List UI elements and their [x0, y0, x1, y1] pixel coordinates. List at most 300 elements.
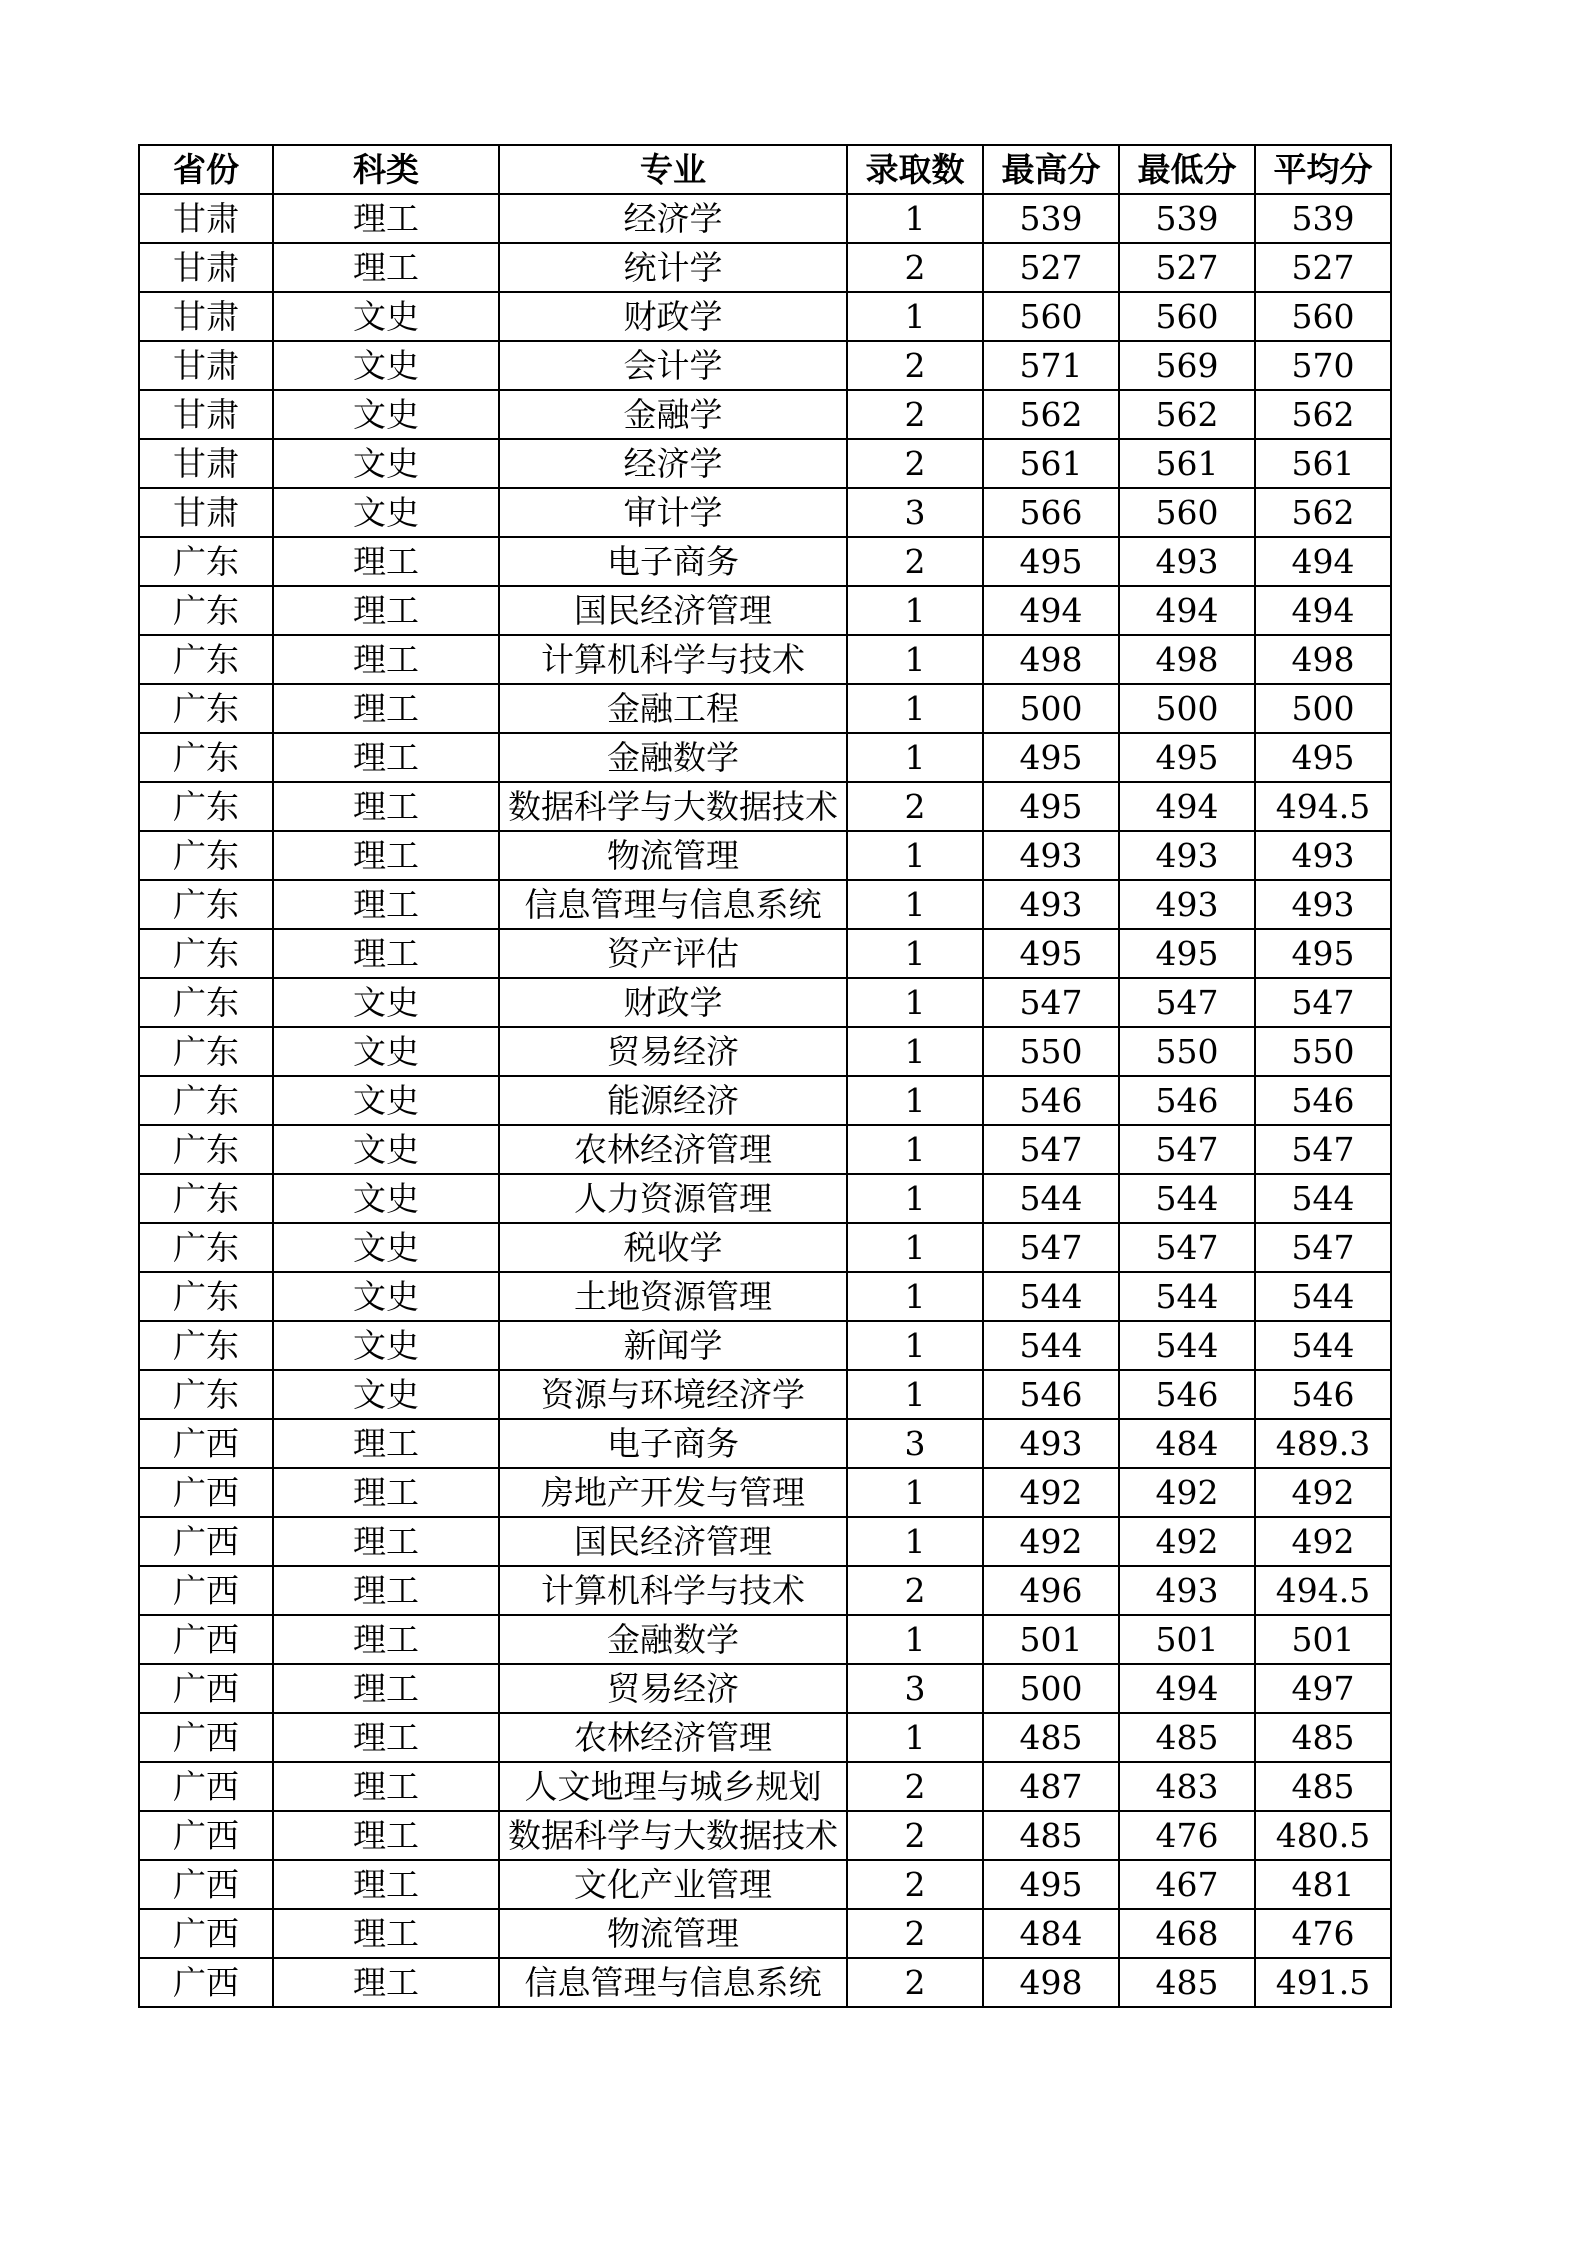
table-row [139, 1223, 1391, 1272]
average-score-cell: 546 [1255, 1370, 1391, 1419]
major-cell: 物流管理 [499, 831, 847, 880]
average-score-cell: 494.5 [1255, 782, 1391, 831]
admitted-count-cell: 1 [847, 684, 983, 733]
average-score-cell: 539 [1255, 194, 1391, 243]
average-score-cell: 493 [1255, 880, 1391, 929]
major-cell: 数据科学与大数据技术 [499, 1811, 847, 1860]
admitted-count-cell: 3 [847, 488, 983, 537]
highest-score-cell: 560 [983, 292, 1119, 341]
header-admitted-count: 录取数 [847, 145, 983, 194]
province-cell: 广东 [139, 1027, 273, 1076]
major-cell: 计算机科学与技术 [499, 1566, 847, 1615]
lowest-score-cell: 493 [1119, 831, 1255, 880]
average-score-cell: 500 [1255, 684, 1391, 733]
province-cell: 广西 [139, 1664, 273, 1713]
major-cell: 计算机科学与技术 [499, 635, 847, 684]
major-cell: 金融数学 [499, 1615, 847, 1664]
category-cell: 理工 [273, 1909, 499, 1958]
header-row [139, 145, 1391, 194]
lowest-score-cell: 560 [1119, 488, 1255, 537]
province-cell: 广西 [139, 1517, 273, 1566]
major-cell: 金融学 [499, 390, 847, 439]
province-cell: 广东 [139, 929, 273, 978]
highest-score-cell: 566 [983, 488, 1119, 537]
lowest-score-cell: 546 [1119, 1076, 1255, 1125]
admitted-count-cell: 1 [847, 1517, 983, 1566]
admitted-count-cell: 1 [847, 1027, 983, 1076]
table-row [139, 1811, 1391, 1860]
lowest-score-cell: 562 [1119, 390, 1255, 439]
average-score-cell: 476 [1255, 1909, 1391, 1958]
table-row [139, 929, 1391, 978]
highest-score-cell: 546 [983, 1076, 1119, 1125]
province-cell: 甘肃 [139, 390, 273, 439]
province-cell: 广东 [139, 586, 273, 635]
admitted-count-cell: 1 [847, 194, 983, 243]
highest-score-cell: 571 [983, 341, 1119, 390]
table-row [139, 1762, 1391, 1811]
province-cell: 广西 [139, 1468, 273, 1517]
category-cell: 理工 [273, 243, 499, 292]
average-score-cell: 492 [1255, 1468, 1391, 1517]
province-cell: 甘肃 [139, 488, 273, 537]
category-cell: 理工 [273, 1468, 499, 1517]
province-cell: 广西 [139, 1909, 273, 1958]
lowest-score-cell: 547 [1119, 1125, 1255, 1174]
table-row [139, 978, 1391, 1027]
province-cell: 广西 [139, 1419, 273, 1468]
lowest-score-cell: 494 [1119, 586, 1255, 635]
table-row [139, 292, 1391, 341]
average-score-cell: 480.5 [1255, 1811, 1391, 1860]
lowest-score-cell: 493 [1119, 880, 1255, 929]
table-row [139, 1272, 1391, 1321]
average-score-cell: 501 [1255, 1615, 1391, 1664]
highest-score-cell: 500 [983, 1664, 1119, 1713]
admitted-count-cell: 1 [847, 880, 983, 929]
highest-score-cell: 492 [983, 1468, 1119, 1517]
admitted-count-cell: 2 [847, 537, 983, 586]
admitted-count-cell: 2 [847, 1958, 983, 2007]
major-cell: 国民经济管理 [499, 1517, 847, 1566]
major-cell: 农林经济管理 [499, 1125, 847, 1174]
province-cell: 甘肃 [139, 194, 273, 243]
province-cell: 广东 [139, 1370, 273, 1419]
lowest-score-cell: 544 [1119, 1272, 1255, 1321]
province-cell: 广西 [139, 1860, 273, 1909]
average-score-cell: 498 [1255, 635, 1391, 684]
highest-score-cell: 493 [983, 880, 1119, 929]
average-score-cell: 544 [1255, 1272, 1391, 1321]
admitted-count-cell: 1 [847, 1468, 983, 1517]
admitted-count-cell: 2 [847, 390, 983, 439]
admitted-count-cell: 2 [847, 1566, 983, 1615]
province-cell: 广东 [139, 880, 273, 929]
table-row [139, 1419, 1391, 1468]
lowest-score-cell: 569 [1119, 341, 1255, 390]
province-cell: 甘肃 [139, 292, 273, 341]
admitted-count-cell: 2 [847, 1909, 983, 1958]
major-cell: 新闻学 [499, 1321, 847, 1370]
lowest-score-cell: 547 [1119, 1223, 1255, 1272]
table-body [139, 194, 1391, 2007]
major-cell: 会计学 [499, 341, 847, 390]
table-row [139, 880, 1391, 929]
admitted-count-cell: 1 [847, 1174, 983, 1223]
table-row [139, 1125, 1391, 1174]
province-cell: 广东 [139, 537, 273, 586]
category-cell: 理工 [273, 684, 499, 733]
average-score-cell: 546 [1255, 1076, 1391, 1125]
lowest-score-cell: 544 [1119, 1321, 1255, 1370]
average-score-cell: 544 [1255, 1321, 1391, 1370]
lowest-score-cell: 493 [1119, 1566, 1255, 1615]
province-cell: 广东 [139, 782, 273, 831]
highest-score-cell: 539 [983, 194, 1119, 243]
highest-score-cell: 485 [983, 1713, 1119, 1762]
highest-score-cell: 501 [983, 1615, 1119, 1664]
header-average-score: 平均分 [1255, 145, 1391, 194]
category-cell: 理工 [273, 1762, 499, 1811]
admitted-count-cell: 1 [847, 1125, 983, 1174]
major-cell: 经济学 [499, 439, 847, 488]
major-cell: 资产评估 [499, 929, 847, 978]
major-cell: 物流管理 [499, 1909, 847, 1958]
major-cell: 能源经济 [499, 1076, 847, 1125]
average-score-cell: 485 [1255, 1762, 1391, 1811]
highest-score-cell: 547 [983, 1223, 1119, 1272]
average-score-cell: 562 [1255, 488, 1391, 537]
major-cell: 农林经济管理 [499, 1713, 847, 1762]
highest-score-cell: 493 [983, 1419, 1119, 1468]
province-cell: 广东 [139, 1321, 273, 1370]
lowest-score-cell: 493 [1119, 537, 1255, 586]
major-cell: 文化产业管理 [499, 1860, 847, 1909]
average-score-cell: 489.3 [1255, 1419, 1391, 1468]
admitted-count-cell: 3 [847, 1664, 983, 1713]
admitted-count-cell: 1 [847, 635, 983, 684]
category-cell: 理工 [273, 1419, 499, 1468]
highest-score-cell: 527 [983, 243, 1119, 292]
lowest-score-cell: 468 [1119, 1909, 1255, 1958]
major-cell: 经济学 [499, 194, 847, 243]
category-cell: 文史 [273, 1321, 499, 1370]
table-row [139, 1566, 1391, 1615]
category-cell: 理工 [273, 537, 499, 586]
category-cell: 文史 [273, 1027, 499, 1076]
admitted-count-cell: 1 [847, 1321, 983, 1370]
table-row [139, 439, 1391, 488]
major-cell: 数据科学与大数据技术 [499, 782, 847, 831]
average-score-cell: 497 [1255, 1664, 1391, 1713]
lowest-score-cell: 547 [1119, 978, 1255, 1027]
major-cell: 信息管理与信息系统 [499, 1958, 847, 2007]
major-cell: 人文地理与城乡规划 [499, 1762, 847, 1811]
lowest-score-cell: 476 [1119, 1811, 1255, 1860]
major-cell: 人力资源管理 [499, 1174, 847, 1223]
average-score-cell: 481 [1255, 1860, 1391, 1909]
highest-score-cell: 495 [983, 929, 1119, 978]
major-cell: 金融数学 [499, 733, 847, 782]
table-row [139, 194, 1391, 243]
category-cell: 文史 [273, 390, 499, 439]
category-cell: 文史 [273, 1223, 499, 1272]
admitted-count-cell: 1 [847, 733, 983, 782]
average-score-cell: 561 [1255, 439, 1391, 488]
table-row [139, 1860, 1391, 1909]
highest-score-cell: 547 [983, 1125, 1119, 1174]
lowest-score-cell: 544 [1119, 1174, 1255, 1223]
province-cell: 广东 [139, 1125, 273, 1174]
category-cell: 理工 [273, 586, 499, 635]
table-row [139, 1713, 1391, 1762]
category-cell: 文史 [273, 1076, 499, 1125]
highest-score-cell: 496 [983, 1566, 1119, 1615]
table-row [139, 1076, 1391, 1125]
major-cell: 金融工程 [499, 684, 847, 733]
province-cell: 广西 [139, 1566, 273, 1615]
highest-score-cell: 495 [983, 1860, 1119, 1909]
table-row [139, 488, 1391, 537]
province-cell: 广西 [139, 1762, 273, 1811]
highest-score-cell: 495 [983, 733, 1119, 782]
admitted-count-cell: 1 [847, 1713, 983, 1762]
table-row [139, 1615, 1391, 1664]
category-cell: 文史 [273, 978, 499, 1027]
major-cell: 电子商务 [499, 1419, 847, 1468]
highest-score-cell: 484 [983, 1909, 1119, 1958]
category-cell: 理工 [273, 1615, 499, 1664]
major-cell: 贸易经济 [499, 1664, 847, 1713]
admitted-count-cell: 2 [847, 341, 983, 390]
admitted-count-cell: 2 [847, 243, 983, 292]
table-row [139, 1664, 1391, 1713]
category-cell: 理工 [273, 1664, 499, 1713]
header-category: 科类 [273, 145, 499, 194]
lowest-score-cell: 483 [1119, 1762, 1255, 1811]
category-cell: 文史 [273, 1125, 499, 1174]
admission-scores-table [138, 144, 1392, 2008]
province-cell: 广西 [139, 1615, 273, 1664]
category-cell: 理工 [273, 1517, 499, 1566]
admitted-count-cell: 2 [847, 782, 983, 831]
province-cell: 广东 [139, 1223, 273, 1272]
major-cell: 税收学 [499, 1223, 847, 1272]
province-cell: 广东 [139, 733, 273, 782]
province-cell: 广东 [139, 831, 273, 880]
table-row [139, 1174, 1391, 1223]
lowest-score-cell: 494 [1119, 1664, 1255, 1713]
province-cell: 广东 [139, 1076, 273, 1125]
lowest-score-cell: 467 [1119, 1860, 1255, 1909]
lowest-score-cell: 492 [1119, 1517, 1255, 1566]
admitted-count-cell: 1 [847, 1223, 983, 1272]
category-cell: 理工 [273, 1713, 499, 1762]
table-row [139, 1517, 1391, 1566]
table-row [139, 733, 1391, 782]
category-cell: 理工 [273, 1958, 499, 2007]
lowest-score-cell: 494 [1119, 782, 1255, 831]
major-cell: 房地产开发与管理 [499, 1468, 847, 1517]
table-row [139, 341, 1391, 390]
admitted-count-cell: 2 [847, 439, 983, 488]
province-cell: 广东 [139, 1272, 273, 1321]
category-cell: 文史 [273, 1174, 499, 1223]
highest-score-cell: 561 [983, 439, 1119, 488]
major-cell: 国民经济管理 [499, 586, 847, 635]
table-row [139, 1370, 1391, 1419]
highest-score-cell: 495 [983, 537, 1119, 586]
category-cell: 文史 [273, 292, 499, 341]
category-cell: 文史 [273, 1370, 499, 1419]
header-lowest-score: 最低分 [1119, 145, 1255, 194]
average-score-cell: 495 [1255, 929, 1391, 978]
admitted-count-cell: 1 [847, 586, 983, 635]
admitted-count-cell: 3 [847, 1419, 983, 1468]
table-row [139, 1958, 1391, 2007]
category-cell: 理工 [273, 1860, 499, 1909]
highest-score-cell: 498 [983, 1958, 1119, 2007]
category-cell: 理工 [273, 929, 499, 978]
average-score-cell: 544 [1255, 1174, 1391, 1223]
average-score-cell: 547 [1255, 978, 1391, 1027]
admitted-count-cell: 1 [847, 1076, 983, 1125]
table-row [139, 1468, 1391, 1517]
average-score-cell: 547 [1255, 1223, 1391, 1272]
highest-score-cell: 487 [983, 1762, 1119, 1811]
category-cell: 文史 [273, 488, 499, 537]
average-score-cell: 491.5 [1255, 1958, 1391, 2007]
highest-score-cell: 547 [983, 978, 1119, 1027]
lowest-score-cell: 495 [1119, 929, 1255, 978]
province-cell: 广东 [139, 635, 273, 684]
highest-score-cell: 544 [983, 1174, 1119, 1223]
province-cell: 广西 [139, 1958, 273, 2007]
lowest-score-cell: 498 [1119, 635, 1255, 684]
average-score-cell: 570 [1255, 341, 1391, 390]
province-cell: 广东 [139, 684, 273, 733]
category-cell: 理工 [273, 1566, 499, 1615]
province-cell: 广东 [139, 978, 273, 1027]
category-cell: 文史 [273, 439, 499, 488]
lowest-score-cell: 500 [1119, 684, 1255, 733]
lowest-score-cell: 495 [1119, 733, 1255, 782]
admitted-count-cell: 1 [847, 292, 983, 341]
admitted-count-cell: 1 [847, 1272, 983, 1321]
major-cell: 统计学 [499, 243, 847, 292]
table-row [139, 635, 1391, 684]
category-cell: 理工 [273, 194, 499, 243]
average-score-cell: 485 [1255, 1713, 1391, 1762]
category-cell: 理工 [273, 831, 499, 880]
category-cell: 理工 [273, 733, 499, 782]
lowest-score-cell: 492 [1119, 1468, 1255, 1517]
average-score-cell: 493 [1255, 831, 1391, 880]
province-cell: 甘肃 [139, 439, 273, 488]
table-row [139, 684, 1391, 733]
average-score-cell: 562 [1255, 390, 1391, 439]
header-highest-score: 最高分 [983, 145, 1119, 194]
average-score-cell: 495 [1255, 733, 1391, 782]
header-major: 专业 [499, 145, 847, 194]
major-cell: 资源与环境经济学 [499, 1370, 847, 1419]
table-row [139, 1909, 1391, 1958]
lowest-score-cell: 485 [1119, 1958, 1255, 2007]
highest-score-cell: 498 [983, 635, 1119, 684]
admitted-count-cell: 1 [847, 929, 983, 978]
average-score-cell: 560 [1255, 292, 1391, 341]
header-province: 省份 [139, 145, 273, 194]
admitted-count-cell: 1 [847, 1615, 983, 1664]
highest-score-cell: 485 [983, 1811, 1119, 1860]
average-score-cell: 550 [1255, 1027, 1391, 1076]
highest-score-cell: 544 [983, 1321, 1119, 1370]
lowest-score-cell: 539 [1119, 194, 1255, 243]
table-row [139, 831, 1391, 880]
highest-score-cell: 544 [983, 1272, 1119, 1321]
admitted-count-cell: 1 [847, 831, 983, 880]
category-cell: 文史 [273, 1272, 499, 1321]
average-score-cell: 494 [1255, 537, 1391, 586]
average-score-cell: 492 [1255, 1517, 1391, 1566]
highest-score-cell: 493 [983, 831, 1119, 880]
table-row [139, 1027, 1391, 1076]
major-cell: 审计学 [499, 488, 847, 537]
table-row [139, 782, 1391, 831]
table-row [139, 586, 1391, 635]
table-row [139, 537, 1391, 586]
category-cell: 理工 [273, 782, 499, 831]
lowest-score-cell: 485 [1119, 1713, 1255, 1762]
highest-score-cell: 495 [983, 782, 1119, 831]
average-score-cell: 547 [1255, 1125, 1391, 1174]
lowest-score-cell: 501 [1119, 1615, 1255, 1664]
category-cell: 理工 [273, 635, 499, 684]
average-score-cell: 527 [1255, 243, 1391, 292]
lowest-score-cell: 527 [1119, 243, 1255, 292]
average-score-cell: 494 [1255, 586, 1391, 635]
lowest-score-cell: 550 [1119, 1027, 1255, 1076]
highest-score-cell: 492 [983, 1517, 1119, 1566]
major-cell: 土地资源管理 [499, 1272, 847, 1321]
lowest-score-cell: 561 [1119, 439, 1255, 488]
province-cell: 广西 [139, 1713, 273, 1762]
province-cell: 甘肃 [139, 341, 273, 390]
admitted-count-cell: 2 [847, 1860, 983, 1909]
table-row [139, 1321, 1391, 1370]
admitted-count-cell: 2 [847, 1811, 983, 1860]
highest-score-cell: 494 [983, 586, 1119, 635]
highest-score-cell: 546 [983, 1370, 1119, 1419]
major-cell: 贸易经济 [499, 1027, 847, 1076]
province-cell: 广西 [139, 1811, 273, 1860]
table-row [139, 390, 1391, 439]
major-cell: 信息管理与信息系统 [499, 880, 847, 929]
highest-score-cell: 562 [983, 390, 1119, 439]
major-cell: 电子商务 [499, 537, 847, 586]
lowest-score-cell: 546 [1119, 1370, 1255, 1419]
lowest-score-cell: 484 [1119, 1419, 1255, 1468]
table-row [139, 243, 1391, 292]
major-cell: 财政学 [499, 292, 847, 341]
category-cell: 理工 [273, 880, 499, 929]
lowest-score-cell: 560 [1119, 292, 1255, 341]
province-cell: 广东 [139, 1174, 273, 1223]
category-cell: 文史 [273, 341, 499, 390]
admitted-count-cell: 1 [847, 978, 983, 1027]
highest-score-cell: 550 [983, 1027, 1119, 1076]
admitted-count-cell: 1 [847, 1370, 983, 1419]
